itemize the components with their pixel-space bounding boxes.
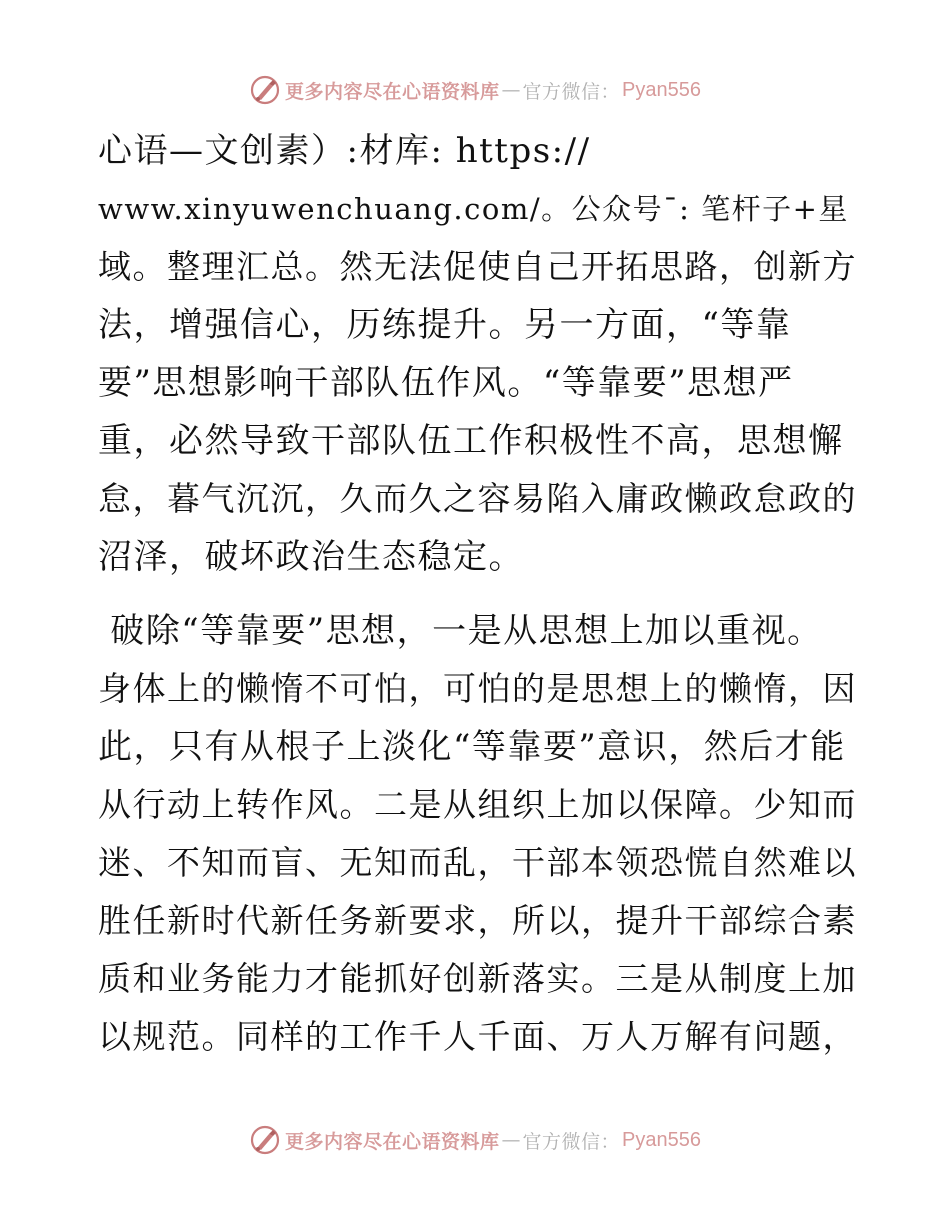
document-body xyxy=(98,122,858,1066)
header-promo-text: 更多内容尽在心语资料库 xyxy=(285,80,500,103)
footer-promo-text: 更多内容尽在心语资料库 xyxy=(285,1130,500,1153)
header-banner xyxy=(0,70,950,110)
text-line: 心语—文创素）:材库: https:// xyxy=(98,131,591,171)
pen-logo-icon xyxy=(249,74,281,106)
text-line: 以规范。同样的工作千人千面、万人万解有问题， xyxy=(98,1017,857,1056)
text-line: 此，只有从根子上淡化“等靠要”意识，然后才能 xyxy=(98,727,846,767)
text-line: www.xinyuwenchuang.com/。公众号¯: 笔杆子+星 xyxy=(98,192,849,226)
paragraph-gap xyxy=(98,586,858,602)
text-line: 法，增强信心，历练提升。另一方面，“等靠 xyxy=(98,305,792,345)
pen-logo-icon xyxy=(249,1124,281,1156)
text-line: 要”思想影响干部队伍作风。“等靠要”思想严 xyxy=(98,363,794,403)
text-line: 迷、不知而盲、无知而乱，干部本领恐慌自然难以 xyxy=(98,843,857,882)
text-line: 破除“等靠要”思想，一是从思想上加以重视。 xyxy=(98,611,823,651)
text-line: 身体上的懒惰不可怕，可怕的是思想上的懒惰，因 xyxy=(98,669,857,708)
footer-wechat-label: 官方微信： xyxy=(522,1130,621,1153)
text-line: 重，必然导致干部队伍工作积极性不高，思想懈 xyxy=(98,421,844,461)
header-wechat-id: Pyan556 xyxy=(622,78,701,101)
text-line: 域。整理汇总。然无法促使自己开拓思路，创新方 xyxy=(98,247,857,286)
text-line: 质和业务能力才能抓好创新落实。三是从制度上加 xyxy=(98,959,857,998)
text-line: 怠，暮气沉沉，久而久之容易陷入庸政懒政怠政的 xyxy=(98,479,857,518)
paragraph-1 xyxy=(98,122,858,586)
header-dash: — xyxy=(501,79,521,101)
footer-wechat-id: Pyan556 xyxy=(622,1128,701,1151)
text-line: 从行动上转作风。二是从组织上加以保障。少知而 xyxy=(98,785,857,824)
text-line: 胜任新时代新任务新要求，所以，提升干部综合素 xyxy=(98,901,857,940)
header-wechat-label: 官方微信： xyxy=(522,80,621,103)
paragraph-2 xyxy=(98,602,858,1066)
footer-dash: — xyxy=(501,1129,521,1151)
text-line: 沼泽，破坏政治生态稳定。 xyxy=(98,537,524,577)
footer-banner xyxy=(0,1120,950,1160)
